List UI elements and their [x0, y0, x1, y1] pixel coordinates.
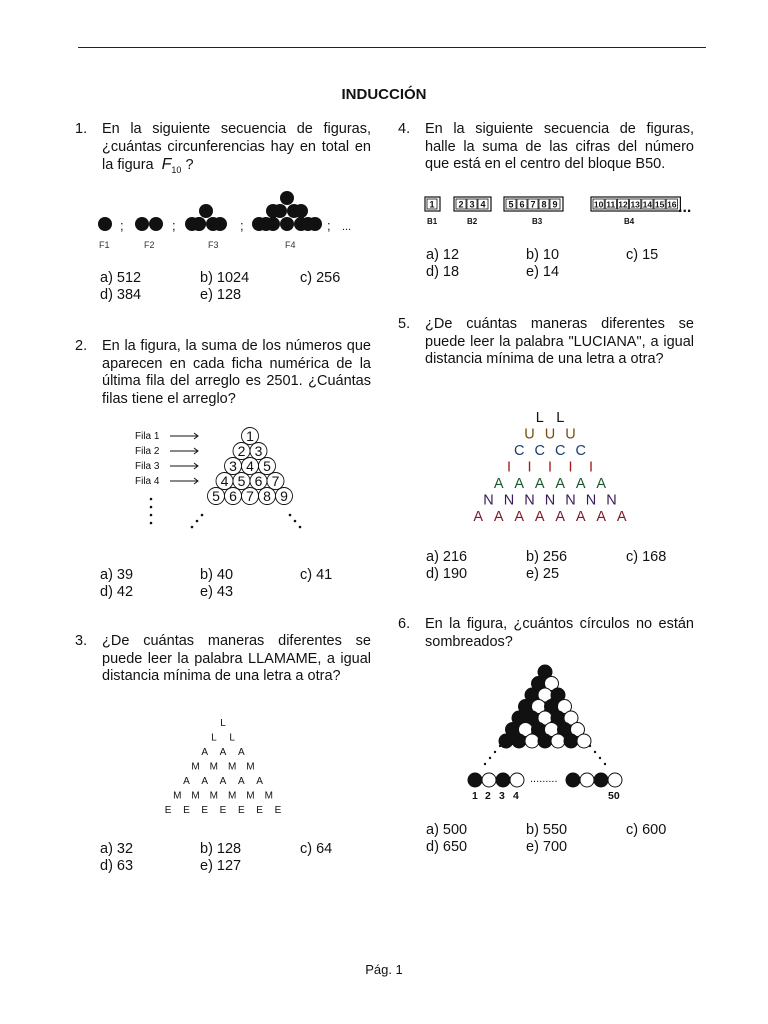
letter: E [183, 805, 190, 816]
letter: U [565, 426, 576, 443]
figure-symbol: F [161, 156, 172, 173]
block-label: B2 [467, 217, 478, 226]
option[interactable]: b) 128 [200, 841, 242, 857]
block-number: 14 [642, 199, 653, 210]
options-4 [426, 247, 706, 287]
base-label: 4 [513, 790, 519, 802]
letter: E [164, 805, 172, 816]
block-number: 7 [530, 199, 536, 210]
option[interactable]: a) 500 [426, 822, 468, 838]
llamame-letter-triangle [100, 712, 340, 822]
chip-number: 1 [246, 428, 254, 444]
letter: I [588, 459, 594, 476]
question-number: 2. [75, 338, 88, 354]
letter: I [547, 459, 553, 476]
letter: L [229, 732, 235, 744]
block-number: 13 [630, 199, 640, 210]
ellipsis: ... [678, 199, 692, 216]
option[interactable]: b) 40 [200, 567, 234, 583]
letter: A [493, 509, 504, 525]
option[interactable]: b) 256 [526, 549, 568, 565]
chip-number: 5 [212, 488, 220, 504]
option[interactable]: c) 168 [626, 549, 667, 565]
letter: M [246, 790, 255, 802]
block-number: 1 [429, 199, 435, 210]
letter: A [237, 747, 245, 758]
letter: L [535, 410, 544, 426]
letter: M [246, 761, 255, 773]
letter: M [173, 790, 182, 802]
letter: A [201, 747, 209, 758]
question-number: 4. [398, 121, 411, 137]
option[interactable]: a) 512 [100, 270, 142, 286]
ellipsis: ... [342, 221, 352, 233]
letter: A [555, 476, 566, 492]
block-number: 2 [458, 199, 464, 210]
letter: N [544, 492, 556, 509]
option[interactable]: d) 42 [100, 584, 134, 600]
options-6 [426, 822, 706, 862]
chip-number: 5 [263, 458, 271, 474]
block-number: 16 [667, 199, 677, 210]
letter: I [568, 459, 573, 476]
letter: N [565, 492, 576, 509]
question-text: En la figura, la suma de los números que aparecen en cada ficha numérica de la última fila del arreglo es 2501. ¿Cuántas filas tiene el arreglo? [102, 338, 371, 407]
letter: N [483, 492, 494, 509]
question-text: En la siguiente secuencia de figuras, halle la suma de las cifras del número que está en el centro del bloque B50. [425, 121, 694, 172]
option[interactable]: d) 18 [426, 264, 460, 280]
unshaded-circle [525, 734, 539, 748]
svg-text:;: ; [120, 218, 124, 233]
letter: A [534, 509, 545, 525]
option[interactable]: a) 12 [426, 247, 460, 263]
letter: A [534, 476, 545, 492]
option[interactable]: a) 32 [100, 841, 134, 857]
block-label: B1 [427, 217, 438, 226]
shaded-circle [564, 734, 578, 748]
letter: A [183, 776, 190, 787]
letter: I [506, 459, 512, 476]
chip-number: 3 [254, 443, 263, 459]
options-1 [100, 270, 380, 310]
option[interactable]: e) 128 [200, 287, 242, 303]
figure-label: F1 [99, 240, 110, 250]
number-triangle-figure [130, 425, 320, 535]
letter: N [585, 492, 597, 509]
block-number: 12 [618, 199, 628, 210]
option[interactable]: d) 650 [426, 839, 468, 855]
row-label: Fila 4 [135, 476, 160, 487]
chip-number: 6 [229, 488, 237, 504]
option[interactable]: d) 63 [100, 858, 134, 874]
figure-label: F4 [285, 240, 296, 250]
base-label: 50 [608, 790, 620, 802]
chip-number: 3 [229, 458, 237, 474]
figure-label: F2 [144, 240, 155, 250]
question-number: 1. [75, 121, 88, 137]
letter: N [503, 492, 515, 509]
letter: E [219, 805, 227, 816]
letter: M [191, 790, 200, 802]
top-rule [78, 47, 706, 48]
letter: E [274, 805, 282, 816]
block-label: B3 [532, 217, 543, 226]
option[interactable]: e) 14 [526, 264, 560, 280]
letter: L [556, 410, 565, 426]
chip-number: 6 [254, 473, 263, 489]
figure-subscript: 10 [171, 164, 182, 175]
question-number: 5. [398, 316, 411, 332]
svg-text:;: ; [327, 218, 331, 233]
block-number: 9 [552, 199, 558, 210]
block-number: 8 [541, 199, 547, 210]
option[interactable]: c) 15 [626, 247, 659, 263]
row-label: Fila 1 [135, 431, 160, 442]
block-number: 6 [519, 199, 525, 210]
question-number: 3. [75, 633, 88, 649]
option[interactable]: e) 700 [526, 839, 568, 855]
letter: A [219, 776, 227, 787]
block-number: 15 [654, 199, 665, 210]
question-text: En la siguiente secuencia de figuras, ¿cuántas circunferencias hay en total en la figura $F_{10}$ ? [102, 121, 371, 175]
letter: A [256, 776, 263, 787]
base-label: 1 [472, 790, 478, 802]
letter: I [527, 459, 532, 476]
letter: A [575, 476, 586, 492]
letter: M [227, 761, 237, 773]
chip-number: 8 [263, 488, 271, 504]
option[interactable]: c) 64 [300, 841, 333, 857]
question-number: 6. [398, 616, 411, 632]
option[interactable]: a) 39 [100, 567, 134, 583]
option[interactable]: e) 25 [526, 566, 560, 582]
letter: A [201, 776, 209, 787]
option[interactable]: a) 216 [426, 549, 468, 565]
option[interactable]: c) 256 [300, 270, 341, 286]
shaded-circle [512, 734, 526, 748]
chip-number: 4 [220, 473, 229, 489]
block-number: 10 [593, 199, 604, 210]
letter: M [191, 761, 200, 773]
letter: C [555, 443, 566, 459]
letter: C [534, 443, 545, 459]
letter: M [209, 761, 219, 773]
letter: A [514, 509, 525, 525]
row-label: Fila 3 [135, 461, 160, 472]
shaded-circle [538, 734, 552, 748]
question-text: ¿De cuántas maneras diferentes se puede leer la palabra "LUCIANA", a igual distancia mínima de una letra a otra? [425, 316, 694, 367]
letter: A [575, 509, 586, 525]
letter: M [209, 790, 219, 802]
letter: C [575, 443, 586, 459]
letter: M [264, 790, 273, 802]
letter: E [237, 805, 245, 816]
question-text: En la figura, ¿cuántos círculos no están sombreados? [425, 616, 694, 650]
letter: A [514, 476, 525, 492]
figure-sequence-circles [90, 190, 380, 260]
letter: N [606, 492, 617, 509]
letter: A [616, 509, 627, 525]
figure-label: F3 [208, 240, 219, 250]
base-label: 3 [499, 790, 505, 802]
row-label: Fila 2 [135, 446, 160, 457]
letter: L [220, 718, 226, 729]
option[interactable]: b) 10 [526, 247, 560, 263]
letter: A [237, 776, 245, 787]
letter: E [256, 805, 263, 816]
chip-number: 5 [237, 473, 246, 489]
chip-number: 4 [246, 458, 254, 474]
chip-number: 2 [237, 443, 246, 459]
letter: M [227, 790, 237, 802]
base-label: 2 [485, 790, 491, 802]
page-title: INDUCCIÓN [341, 86, 427, 103]
option[interactable]: c) 600 [626, 822, 667, 838]
question-text: ¿De cuántas maneras diferentes se puede leer la palabra LLAMAME, a igual distancia mínima de una letra a otra? [102, 633, 371, 684]
svg-text:;: ; [172, 218, 176, 233]
block-label: B4 [624, 217, 635, 226]
letter: U [524, 426, 535, 443]
letter: U [544, 426, 556, 443]
option[interactable]: e) 43 [200, 584, 234, 600]
option[interactable]: c) 41 [300, 567, 333, 583]
block-number: 11 [606, 199, 616, 210]
dots: ......... [530, 773, 558, 785]
option[interactable]: b) 550 [526, 822, 568, 838]
option[interactable]: d) 384 [100, 287, 142, 303]
letter: A [596, 509, 607, 525]
shaded-circles-triangle [460, 660, 640, 805]
letter: E [201, 805, 209, 816]
chip-number: 9 [280, 488, 288, 504]
unshaded-circle [551, 734, 565, 748]
page-footer: Pág. 1 [365, 962, 403, 977]
letter: A [473, 509, 484, 525]
letter: L [211, 732, 217, 744]
letter: N [524, 492, 535, 509]
luciana-letter-triangle [440, 404, 660, 532]
letter: A [219, 747, 227, 758]
options-3 [100, 841, 380, 881]
option[interactable]: e) 127 [200, 858, 242, 874]
number-blocks-figure [422, 192, 712, 232]
options-5 [426, 549, 706, 589]
block-number: 3 [469, 199, 475, 210]
letter: A [596, 476, 607, 492]
block-number: 4 [480, 199, 486, 210]
option[interactable]: b) 1024 [200, 270, 250, 286]
chip-number: 7 [246, 488, 254, 504]
letter: A [493, 476, 504, 492]
block-number: 5 [508, 199, 514, 210]
letter: A [555, 509, 566, 525]
letter: C [514, 443, 525, 459]
chip-number: 7 [271, 473, 280, 489]
svg-text:;: ; [240, 218, 244, 233]
options-2 [100, 567, 380, 607]
option[interactable]: d) 190 [426, 566, 468, 582]
